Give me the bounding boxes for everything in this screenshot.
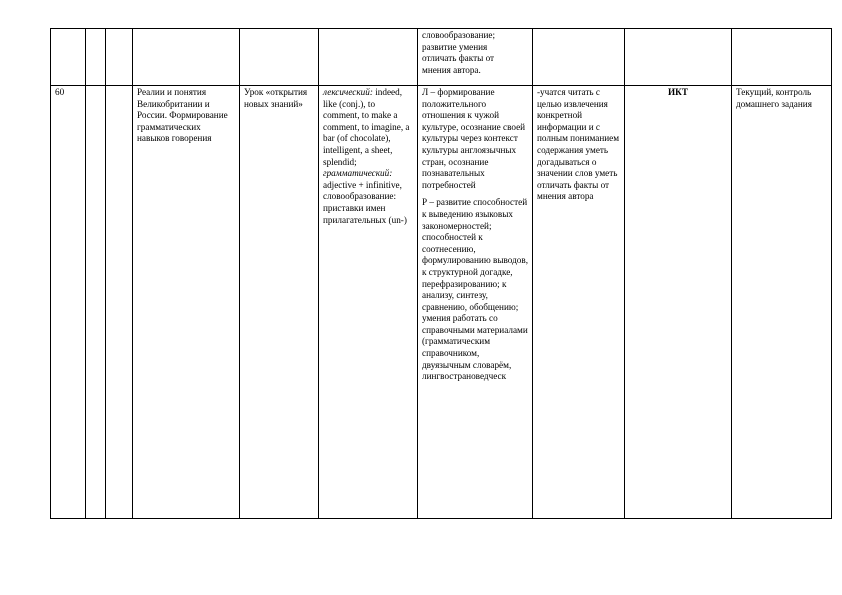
vocab-items: indeed, like (conj.), to comment, to make a comment, to imagine, a bar (of chocolate), intelligent, a sheet, splendid; — [323, 87, 410, 167]
empty-cell — [106, 86, 133, 519]
control-cell: Текущий, контроль домашнего задания — [732, 86, 832, 519]
empty-cell — [86, 29, 106, 86]
regulatory-results: Р – развитие способностей к выведению языковых закономерностей; способностей к соотнесению, формулированию выводов, к структурной догадке, перефразированию; к анализу, синтезу, сравнению, обобщению; умения работать со справочными материалами (грамматическим справочником, двуязычным словарём, лингвострановедческ — [422, 197, 529, 382]
personal-regulatory-cell: словообразование; развитие умения отличать факты от мнения автора. — [418, 29, 533, 86]
grammar-items: adjective + infinitive, словообразование: приставки имен прилагательных (un-) — [323, 179, 407, 225]
grammar-label: грамматический: — [323, 168, 393, 179]
lesson-number-cell — [51, 29, 86, 86]
personal-regulatory-cell — [418, 86, 533, 519]
subject-results-cell — [533, 29, 625, 86]
topic-cell — [133, 29, 240, 86]
lesson-type-cell: Урок «открытия новых знаний» — [240, 86, 319, 519]
technology-cell — [625, 29, 732, 86]
technology-cell: ИКТ — [625, 86, 732, 519]
vocab-grammar-cell — [319, 29, 418, 86]
lesson-type-cell — [240, 29, 319, 86]
table-row — [51, 29, 832, 86]
table-row — [51, 86, 832, 519]
control-cell — [732, 29, 832, 86]
topic-cell: Реалии и понятия Великобритании и России. Формирование грамматических навыков говорения — [133, 86, 240, 519]
vocab-label: лексический: — [323, 87, 373, 97]
lesson-number-cell: 60 — [51, 86, 86, 519]
personal-results: Л – формирование положительного отношения к чужой культуре, осознание своей культуры через контекст культуры англоязычных стран, осознание познавательных потребностей — [422, 87, 526, 190]
empty-cell — [86, 86, 106, 519]
subject-results-cell: -учатся читать с целью извлечения конкретной информации и с полным пониманием содержания уметь догадываться о значении слов уметь отличать факты от мнения автора — [533, 86, 625, 519]
vocab-grammar-cell — [319, 86, 418, 519]
empty-cell — [106, 29, 133, 86]
lesson-plan-table — [50, 28, 832, 519]
